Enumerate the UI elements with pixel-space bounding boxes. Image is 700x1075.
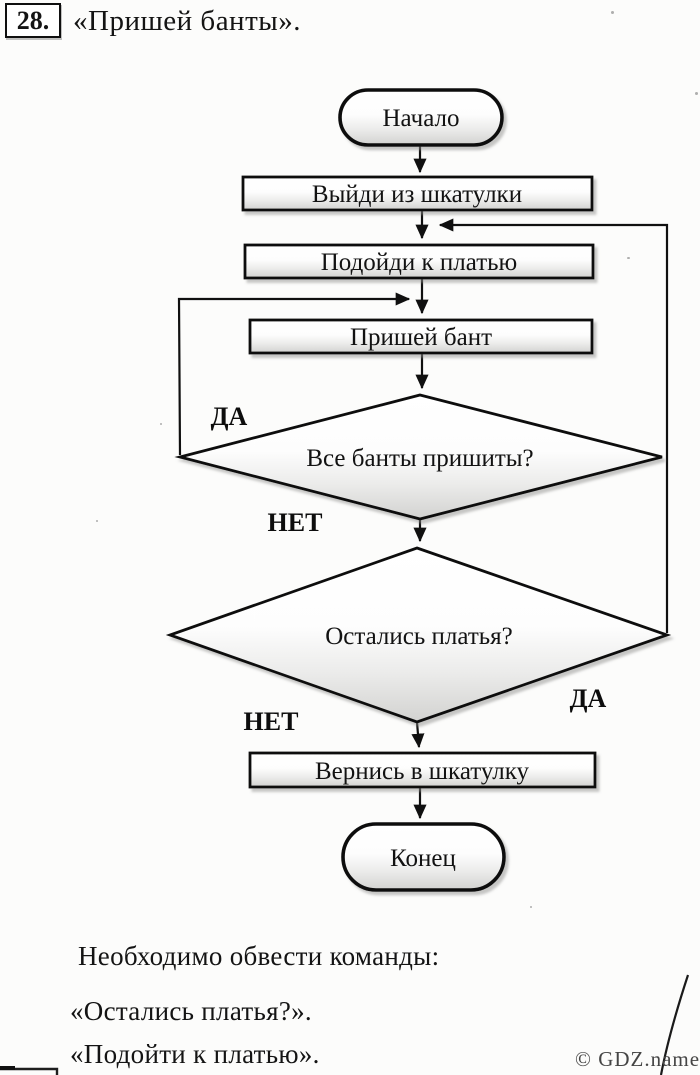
start-node-label: Начало [382, 105, 460, 132]
instruction-text: Необходимо обвести команды: [78, 941, 440, 971]
scan-speck [96, 520, 98, 522]
exercise-number-badge: 28. [5, 3, 61, 38]
decision2-no-label: НЕТ [243, 707, 299, 736]
decision2-yes-label: ДА [569, 684, 607, 713]
decision2-label: Остались платья? [325, 623, 513, 650]
step4-label: Вернись в шкатулку [314, 758, 530, 785]
step1-label: Выйди из шкатулки [311, 181, 523, 208]
decision1-no-label: НЕТ [267, 508, 323, 537]
command-item-2: «Подойти к платью». [70, 1039, 320, 1069]
decision1-yes-label: ДА [210, 402, 248, 431]
decision1-label: Все банты пришиты? [306, 445, 534, 472]
step2-label: Подойди к платью [320, 249, 518, 276]
scan-speck [695, 92, 698, 95]
scan-speck [627, 257, 630, 259]
step3-label: Пришей бант [349, 324, 493, 351]
watermark: © GDZ.name [575, 1047, 700, 1071]
page-title: «Пришей банты». [73, 5, 301, 37]
command-item-1: «Остались платья?». [70, 996, 312, 1026]
scan-speck [611, 11, 614, 14]
scan-speck [530, 906, 532, 908]
arrow-decision2-to-step4 [417, 722, 419, 747]
end-node-label: Конец [390, 845, 456, 872]
scan-speck [160, 423, 162, 425]
